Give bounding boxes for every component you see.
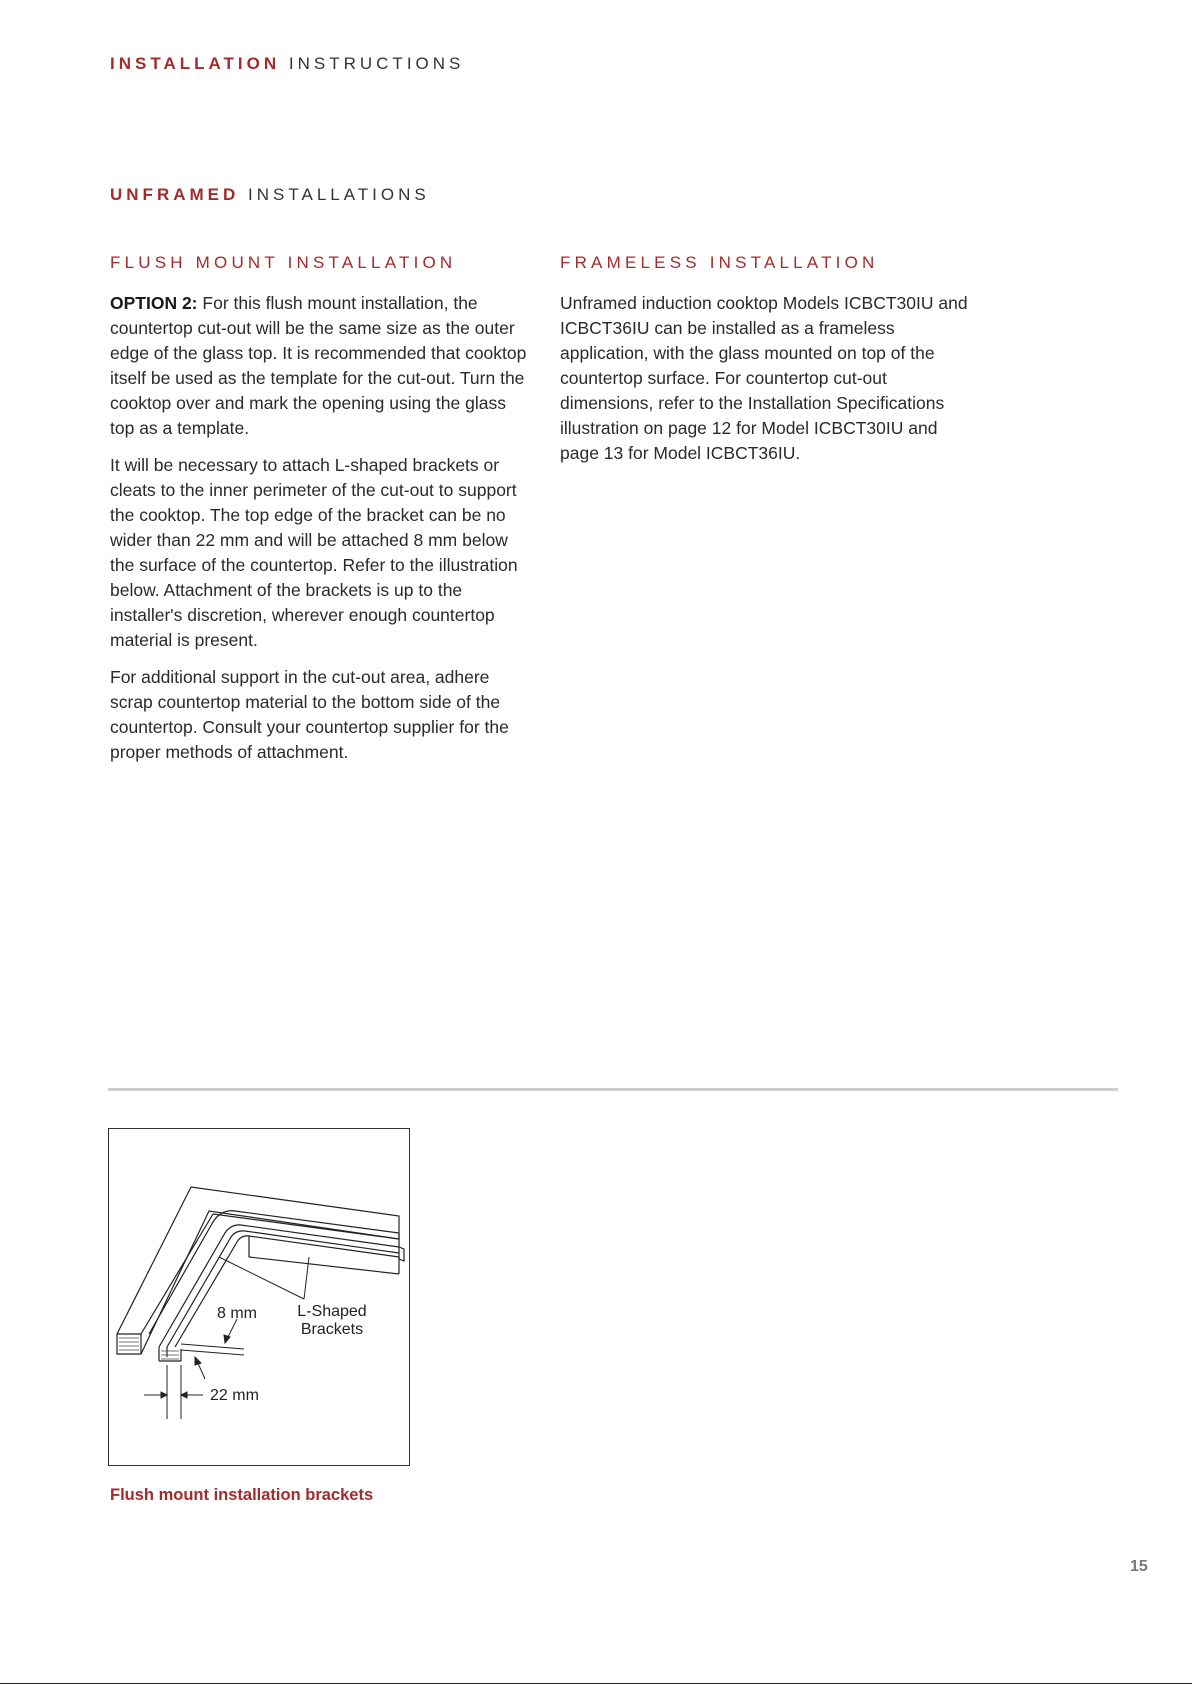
section-title-light: INSTALLATIONS bbox=[248, 185, 430, 204]
left-column bbox=[110, 250, 530, 777]
frameless-heading: FRAMELESS INSTALLATION bbox=[560, 253, 879, 272]
flush-mount-paragraph-3: For additional support in the cut-out area, adhere scrap countertop material to the bottom side of the countertop. Consult your countertop supplier for the proper methods of attachment. bbox=[110, 667, 509, 762]
bracket-illustration bbox=[108, 1128, 410, 1466]
option-label: OPTION 2: bbox=[110, 293, 198, 313]
right-column bbox=[560, 250, 980, 478]
section-title bbox=[110, 185, 430, 205]
section-divider bbox=[108, 1088, 1118, 1091]
bottom-rule bbox=[0, 1683, 1192, 1684]
dimension-22mm-label: 22 mm bbox=[210, 1387, 259, 1404]
running-header-light: INSTRUCTIONS bbox=[288, 54, 465, 73]
running-header-strong: INSTALLATION bbox=[110, 54, 281, 73]
frameless-paragraph-1: Unframed induction cooktop Models ICBCT30IU and ICBCT36IU can be installed as a frameless application, with the glass mounted on top of the countertop surface. For countertop cut-out dimensions, refer to the Installation Specifications illustration on page 12 for Model ICBCT30IU and page 13 for Model ICBCT36IU. bbox=[560, 293, 968, 463]
flush-mount-paragraph-2: It will be necessary to attach L-shaped brackets or cleats to the inner perimeter of the cut-out to support the cooktop. The top edge of the bracket can be no wider than 22 mm and will be attached 8 mm below the surface of the countertop. Refer to the illustration below. Attachment of the brackets is up to the installer's discretion, wherever enough countertop material is present. bbox=[110, 455, 518, 650]
page-number: 15 bbox=[1130, 1558, 1148, 1575]
dimension-8mm-label: 8 mm bbox=[217, 1305, 257, 1322]
flush-mount-heading: FLUSH MOUNT INSTALLATION bbox=[110, 253, 457, 272]
section-title-strong: UNFRAMED bbox=[110, 185, 240, 204]
figure-caption: Flush mount installation brackets bbox=[110, 1486, 374, 1504]
bracket-drawing bbox=[109, 1129, 409, 1465]
brackets-label-line1: L-Shaped bbox=[297, 1303, 367, 1320]
running-header bbox=[110, 54, 464, 74]
flush-mount-paragraph-1-text: For this flush mount installation, the countertop cut-out will be the same size as the outer edge of the glass top. It is recommended that cooktop itself be used as the template for the cut-out. Turn the cooktop over and mark the opening using the glass top as a template. bbox=[110, 293, 527, 438]
flush-mount-paragraph-1 bbox=[110, 291, 530, 441]
brackets-label-line2: Brackets bbox=[300, 1321, 364, 1338]
